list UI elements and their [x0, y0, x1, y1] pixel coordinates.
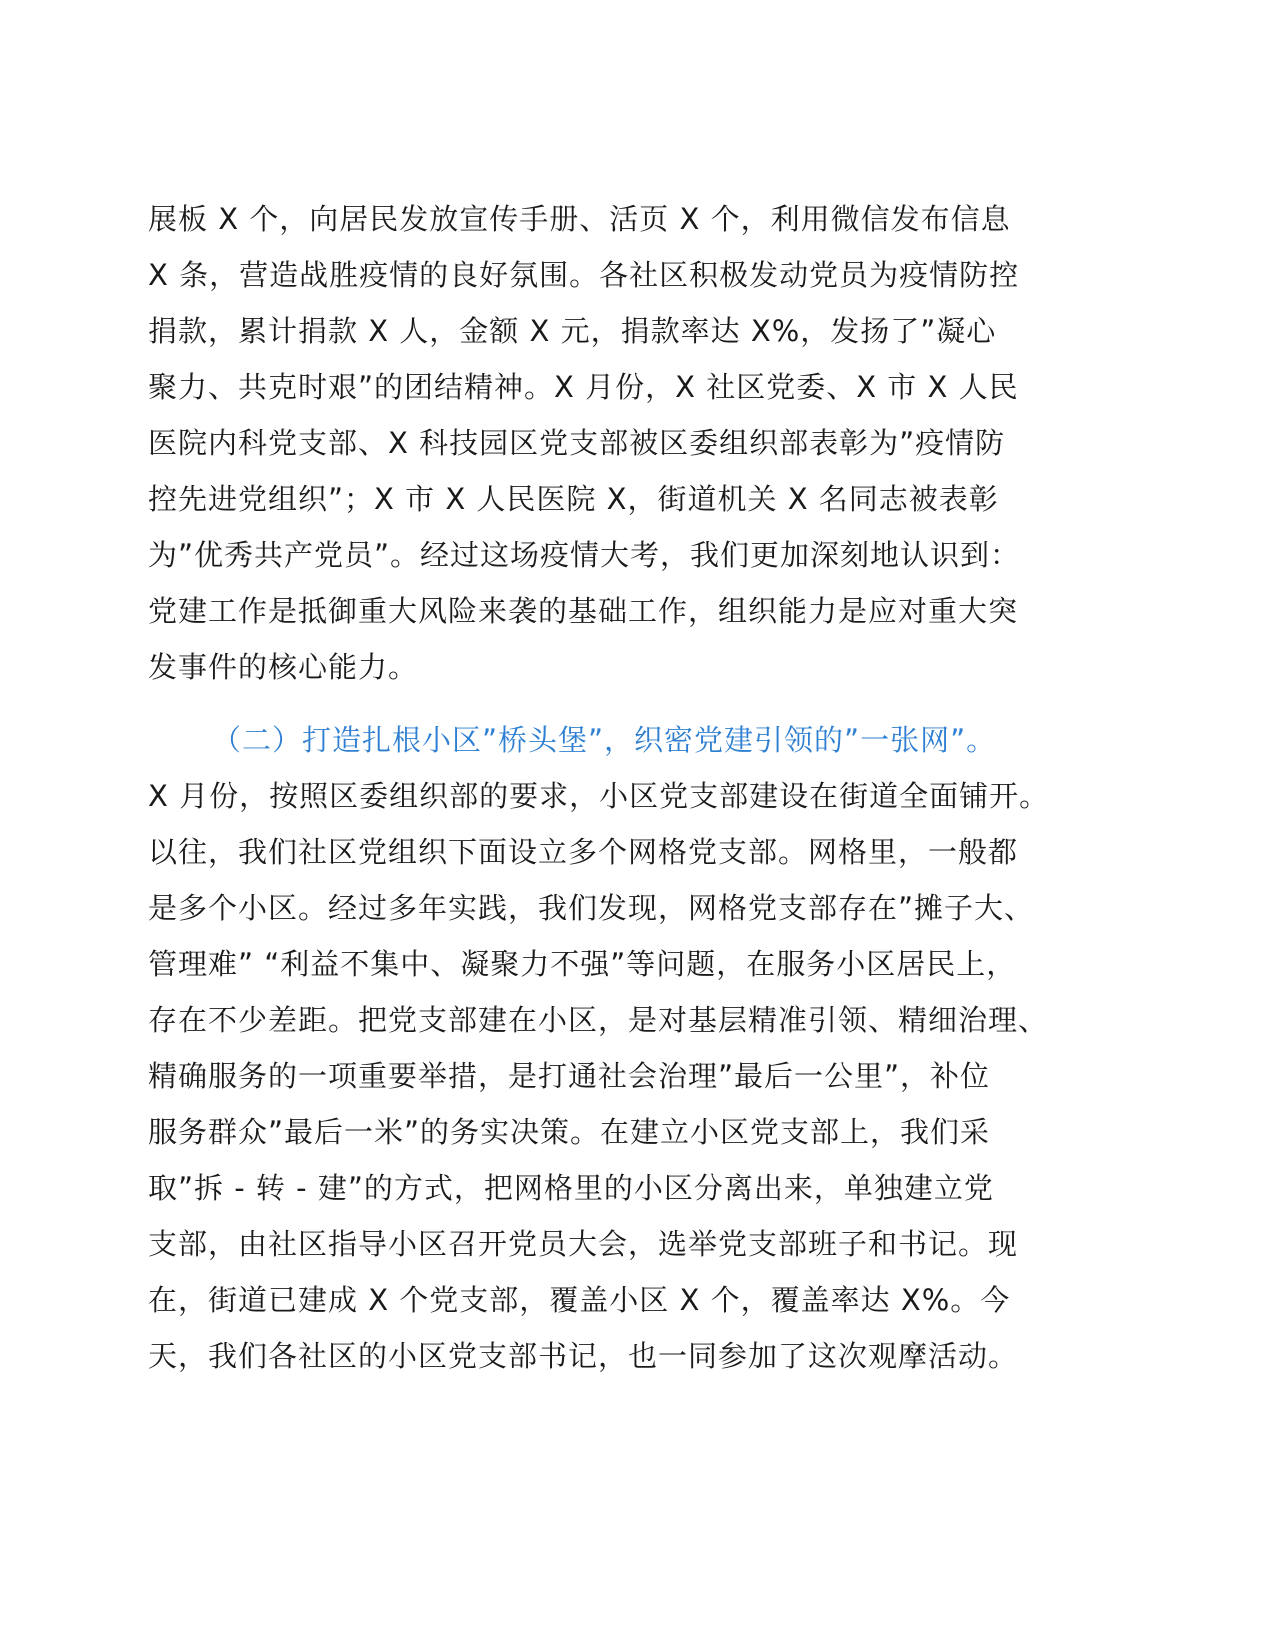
section-2-line: 天，我们各社区的小区党支部书记，也一同参加了这次观摩活动。 [148, 1339, 1019, 1373]
paragraph-1-line: 控先进党组织”；X 市 X 人民医院 X，街道机关 X 名同志被表彰 [148, 482, 999, 516]
section-2-line: 管理难” “利益不集中、凝聚力不强”等问题，在服务小区居民上， [148, 947, 1017, 981]
section-2-line: 以往，我们社区党组织下面设立多个网格党支部。网格里，一般都 [148, 835, 1019, 869]
section-2-line: 支部，由社区指导小区召开党员大会，选举党支部班子和书记。现 [148, 1227, 1019, 1261]
paragraph-1-line: 展板 X 个，向居民发放宣传手册、活页 X 个，利用微信发布信息 [148, 202, 1011, 236]
paragraph-1-line: 医院内科党支部、X 科技园区党支部被区委组织部表彰为”疫情防 [148, 426, 1006, 460]
section-2-line: 是多个小区。经过多年实践，我们发现，网格党支部存在”摊子大、 [148, 891, 1035, 925]
paragraph-1-line: 聚力、共克时艰”的团结精神。X 月份，X 社区党委、X 市 X 人民 [148, 370, 1019, 404]
section-2-line: 服务群众”最后一米”的务实决策。在建立小区党支部上，我们采 [148, 1115, 991, 1149]
paragraph-1-line: 党建工作是抵御重大风险来袭的基础工作，组织能力是应对重大突 [148, 594, 1019, 628]
section-2-line: 在，街道已建成 X 个党支部，覆盖小区 X 个，覆盖率达 X%。今 [148, 1283, 1011, 1317]
section-2-line: 取”拆 - 转 - 建”的方式，把网格里的小区分离出来，单独建立党 [148, 1171, 994, 1205]
paragraph-1-line: X 条，营造战胜疫情的良好氛围。各社区积极发动党员为疫情防控 [148, 258, 1020, 292]
paragraph-1-line: 发事件的核心能力。 [148, 650, 419, 684]
section-2-line: X 月份，按照区委组织部的要求，小区党支部建设在街道全面铺开。 [148, 779, 1050, 813]
section-2-line: 存在不少差距。把党支部建在小区，是对基层精准引领、精细治理、 [148, 1003, 1049, 1037]
section-2-line: 精确服务的一项重要举措，是打通社会治理”最后一公里”，补位 [148, 1059, 991, 1093]
paragraph-1-line: 捐款，累计捐款 X 人，金额 X 元，捐款率达 X%，发扬了”凝心 [148, 314, 997, 348]
section-2-heading: （二）打造扎根小区”桥头堡”，织密党建引领的”一张网”。 [212, 723, 997, 757]
paragraph-1 [148, 191, 1108, 695]
section-2 [148, 712, 1108, 1384]
paragraph-1-line: 为”优秀共产党员”。经过这场疫情大考，我们更加深刻地认识到： [148, 538, 1021, 572]
